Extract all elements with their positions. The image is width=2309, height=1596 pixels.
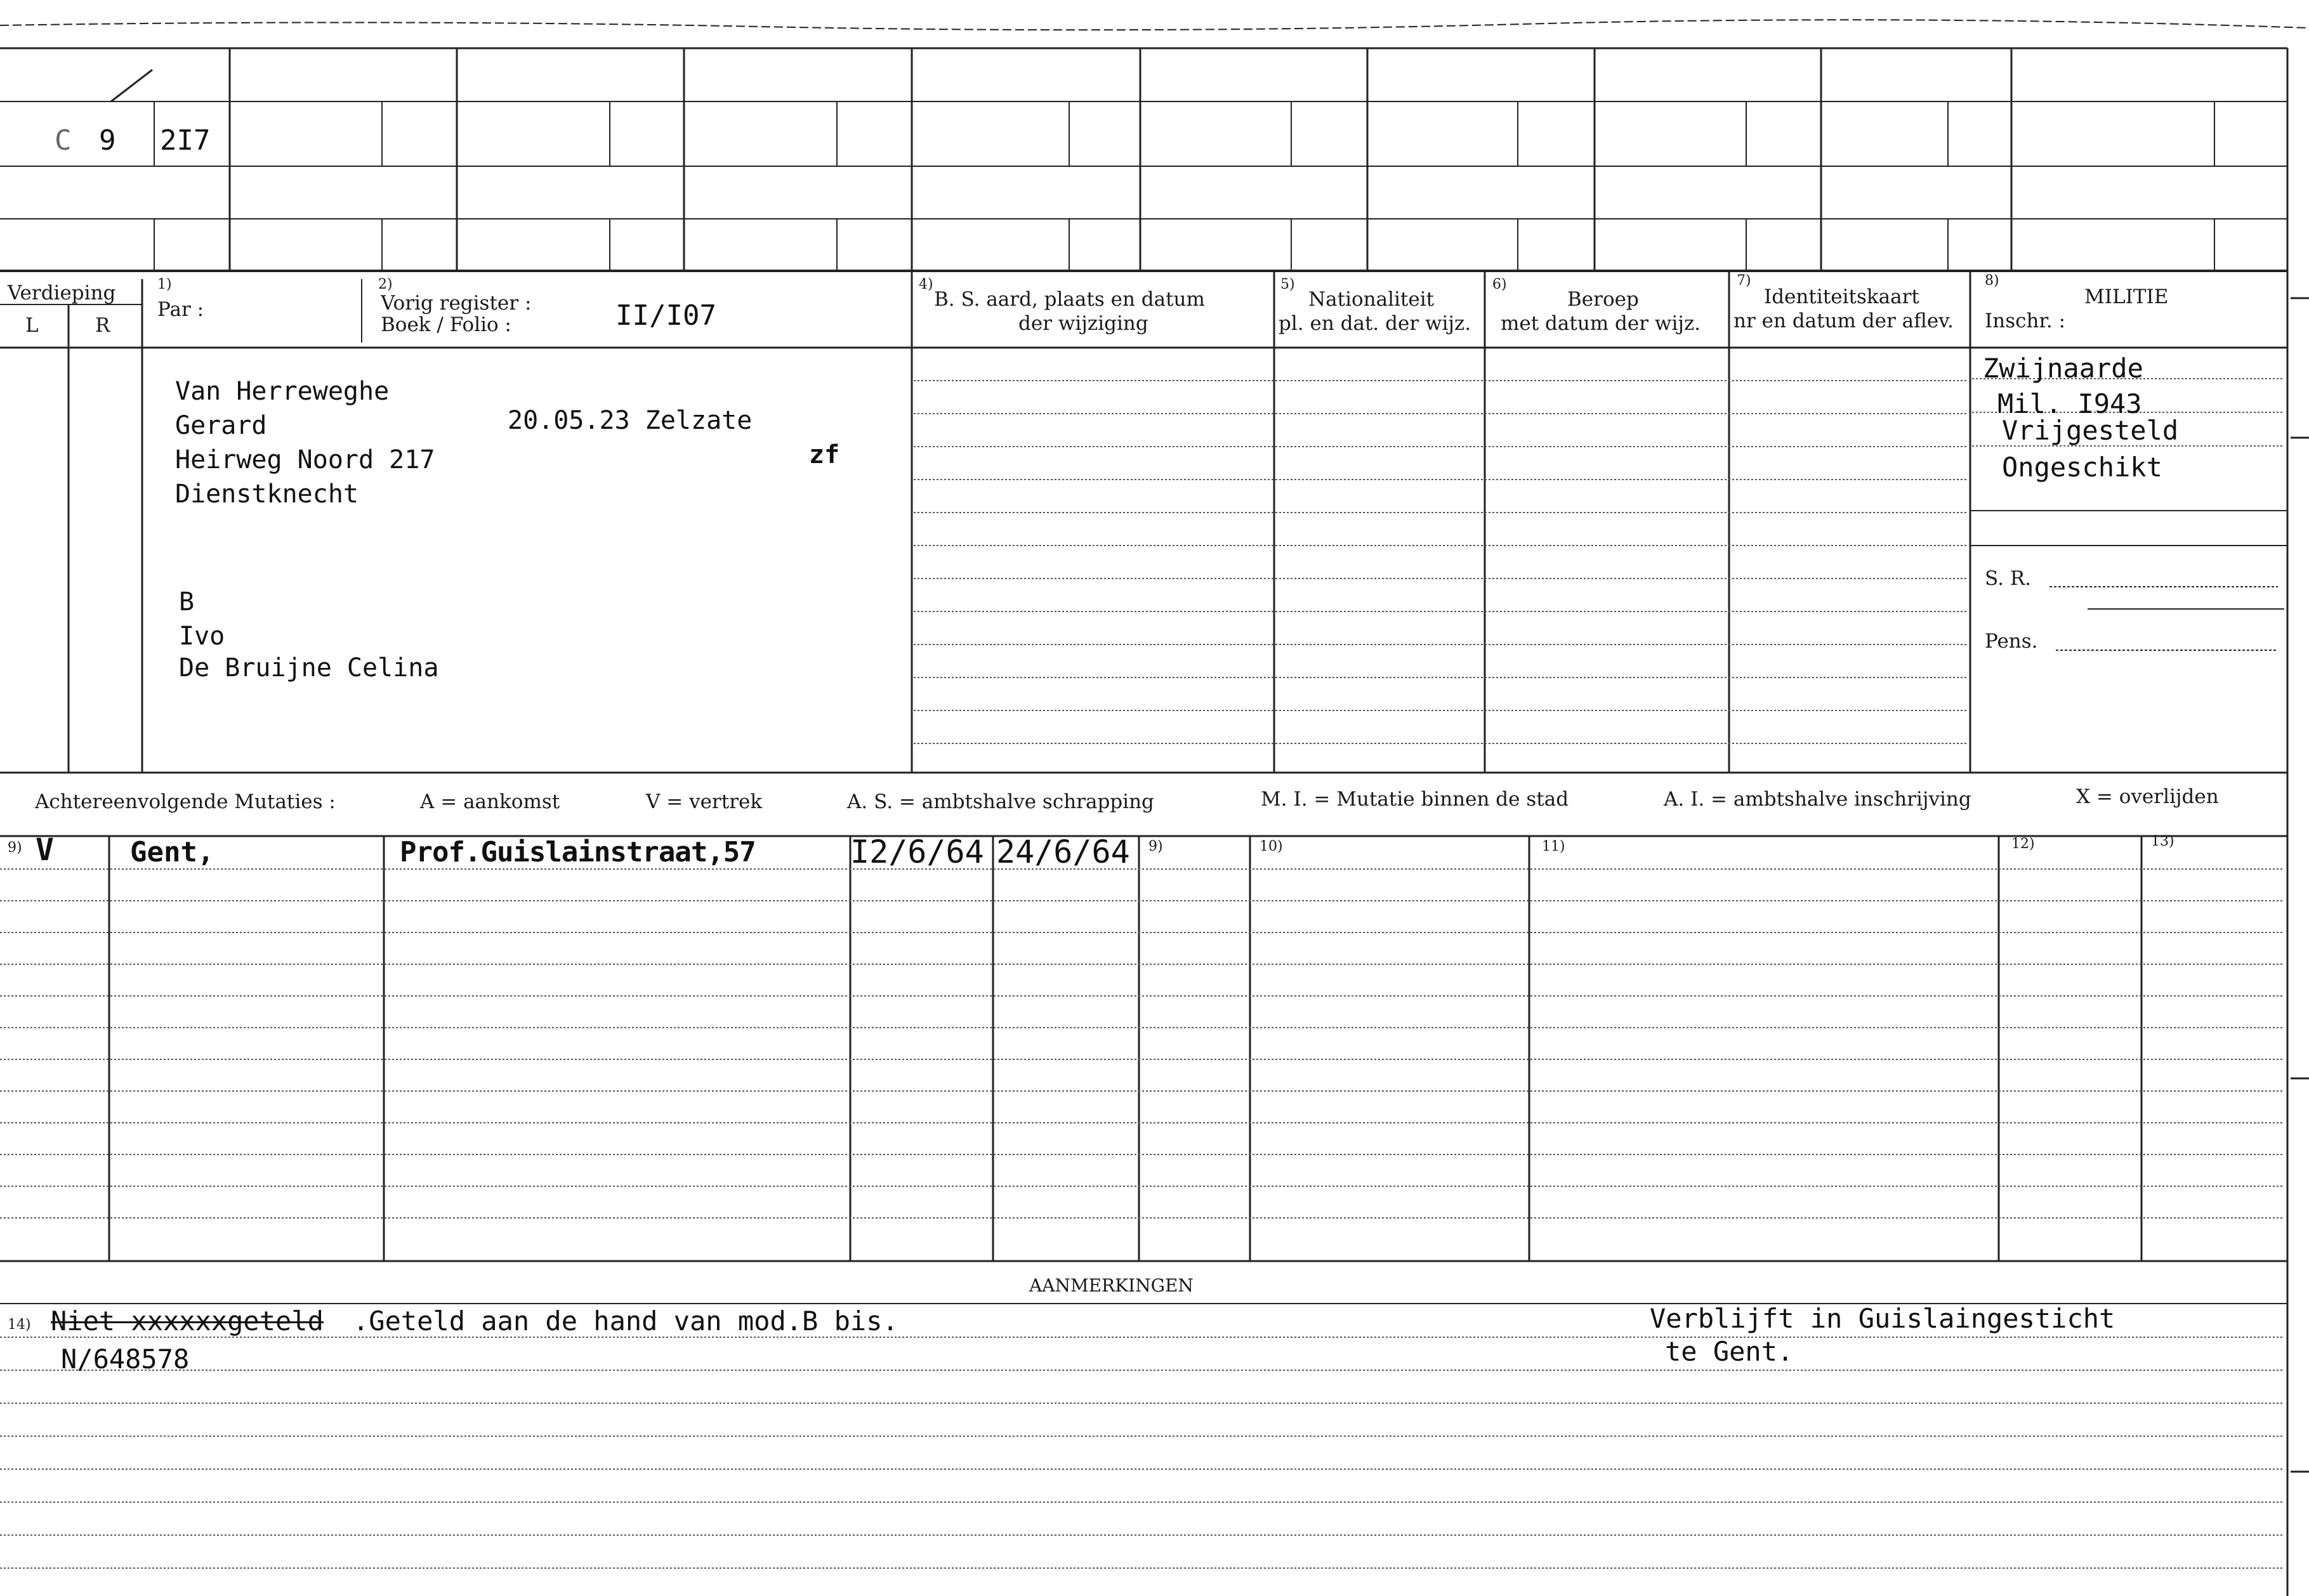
- sup-11: 11): [1542, 839, 1565, 854]
- sup-8: 8): [1985, 273, 1999, 289]
- identiteitskaart-label-2: nr en datum der aflev.: [1733, 310, 1954, 332]
- remarks-text-1: .Geteld aan de hand van mod.B bis.: [353, 1305, 898, 1337]
- sup-13: 13): [2151, 834, 2174, 849]
- sup-14: 14): [8, 1317, 31, 1333]
- sup-2: 2): [378, 277, 393, 292]
- sup-12: 12): [2011, 836, 2035, 852]
- sup-7: 7): [1737, 273, 1751, 289]
- remarks-note-2: te Gent.: [1665, 1336, 1794, 1367]
- sup-6: 6): [1492, 277, 1507, 292]
- par-label: Par :: [157, 298, 204, 321]
- mutations-legend-title: Achtereenvolgende Mutaties :: [35, 790, 336, 813]
- grid-number: 2I7: [160, 124, 211, 157]
- legend-overlijden: X = overlijden: [2076, 785, 2219, 808]
- sup-9a: 9): [8, 840, 22, 856]
- identiteitskaart-label-1: Identiteitskaart: [1764, 285, 1919, 308]
- nationaliteit-label-1: Nationaliteit: [1308, 288, 1435, 311]
- inschr-label: Inschr. :: [1985, 310, 2066, 332]
- mutation-type: V: [36, 832, 54, 868]
- grid-letter: C: [55, 124, 72, 157]
- boek-folio-value: II/I07: [615, 299, 716, 332]
- sup-5: 5): [1280, 277, 1295, 292]
- legend-inschrijving: A. I. = ambtshalve inschrijving: [1664, 788, 1971, 811]
- person-code: zf: [809, 440, 840, 469]
- militie-label: MILITIE: [2084, 285, 2169, 308]
- bs-label-1: B. S. aard, plaats en datum: [934, 288, 1205, 311]
- legend-aankomst: A = aankomst: [420, 790, 560, 813]
- person-address: Heirweg Noord 217: [175, 445, 435, 474]
- bs-label-2: der wijziging: [1018, 312, 1148, 335]
- grid-digit: 9: [99, 124, 116, 157]
- sup-4: 4): [919, 277, 933, 292]
- sup-1: 1): [157, 277, 172, 292]
- person-father: Ivo: [179, 622, 225, 651]
- remarks-struck-text: Niet xxxxxxgeteld: [51, 1305, 324, 1337]
- militie-status-1: Vrijgesteld: [2002, 415, 2179, 446]
- militie-sr-label: S. R.: [1985, 567, 2032, 590]
- person-birth: 20.05.23 Zelzate: [508, 406, 753, 435]
- remarks-title: AANMERKINGEN: [1029, 1275, 1194, 1296]
- sup-10: 10): [1260, 839, 1283, 854]
- mutation-date-2: 24/6/64: [996, 834, 1130, 870]
- legend-schrapping: A. S. = ambtshalve schrapping: [847, 790, 1154, 813]
- person-mother: De Bruijne Celina: [179, 653, 439, 683]
- mutation-street: Prof.Guislainstraat,57: [400, 836, 756, 868]
- militie-year: Mil. I943: [1997, 388, 2142, 419]
- person-surname: Van Herreweghe: [175, 377, 390, 406]
- beroep-label-2: met datum der wijz.: [1501, 312, 1701, 335]
- person-occupation: Dienstknecht: [175, 480, 359, 509]
- verdieping-label: Verdieping: [8, 282, 116, 304]
- person-firstname: Gerard: [175, 411, 267, 440]
- mutation-date-1: I2/6/64: [850, 834, 984, 870]
- boek-folio-label: Boek / Folio :: [381, 313, 511, 336]
- remarks-note-1: Verblijft in Guislaingesticht: [1650, 1303, 2115, 1334]
- sup-9b: 9): [1148, 839, 1163, 854]
- militie-pens-label: Pens.: [1985, 630, 2038, 653]
- mutation-city: Gent,: [130, 836, 214, 868]
- militie-place: Zwijnaarde: [1983, 353, 2143, 384]
- person-marker: B: [179, 587, 195, 617]
- nationaliteit-label-2: pl. en dat. der wijz.: [1279, 312, 1471, 335]
- verdieping-r: R: [95, 314, 110, 337]
- vorig-register-label: Vorig register :: [381, 292, 532, 315]
- beroep-label-1: Beroep: [1567, 288, 1639, 311]
- legend-vertrek: V = vertrek: [646, 790, 763, 813]
- militie-status-2: Ongeschikt: [2002, 452, 2162, 483]
- remarks-number: N/648578: [61, 1344, 190, 1375]
- verdieping-l: L: [25, 314, 39, 337]
- legend-mutatie-stad: M. I. = Mutatie binnen de stad: [1261, 788, 1569, 811]
